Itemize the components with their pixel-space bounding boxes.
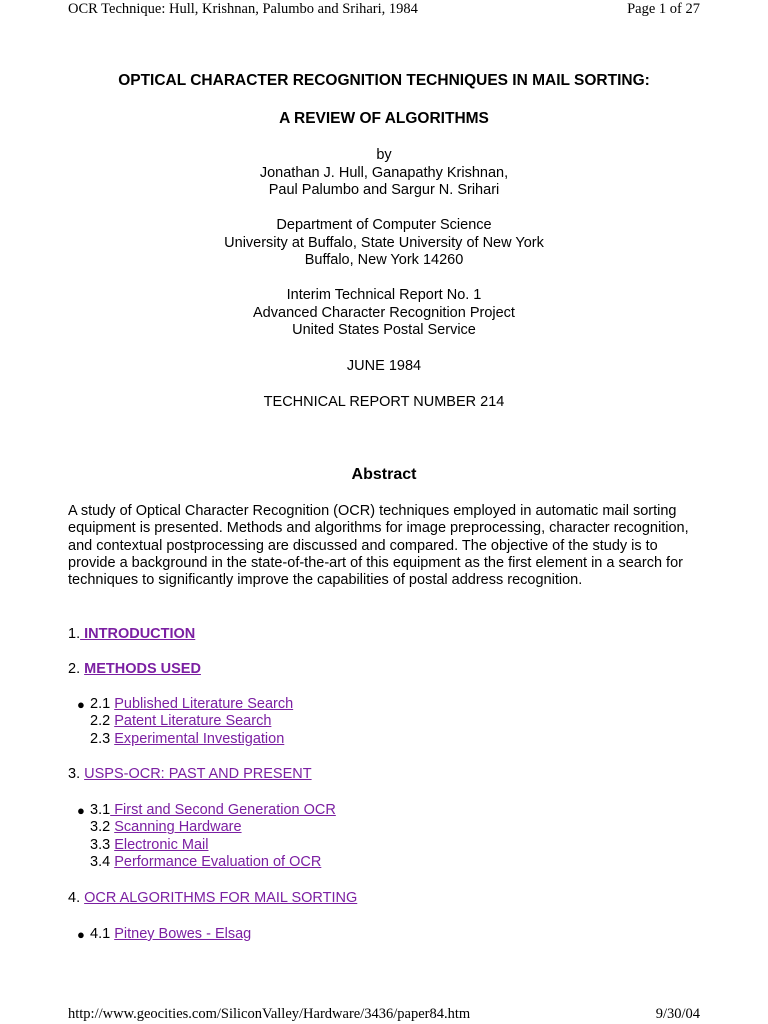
- abstract-text: A study of Optical Character Recognition (OCR) techniques employed in automatic mail sorting equipment is presented. Methods and algorithms for image preprocessing, character recognition, and contextual postprocessing are discussed and compared. The objective of the study is to provide a background in the state-of-the-art of this equipment as the first element in a search for techniques to significantly improve the capabilities of postal address recognition.: [68, 503, 689, 589]
- bullet-icon: ●: [77, 803, 85, 818]
- toc-link-published-literature-search[interactable]: Published Literature Search: [114, 696, 294, 712]
- toc-link-electronic-mail[interactable]: Electronic Mail: [114, 836, 209, 853]
- toc-num: 3.1: [90, 802, 111, 818]
- authors-line1: Jonathan J. Hull, Ganapathy Krishnan,: [259, 164, 509, 181]
- toc-num: 2.: [68, 661, 81, 677]
- paper-title-line1: OPTICAL CHARACTER RECOGNITION TECHNIQUES IN MAIL SORTING:: [118, 72, 650, 89]
- bullet-icon: ●: [77, 927, 85, 942]
- city: Buffalo, New York 14260: [304, 252, 464, 268]
- toc-num: 2.3: [90, 730, 111, 747]
- toc-num: 4.1: [90, 926, 111, 942]
- toc-link-patent-literature-search[interactable]: Patent Literature Search: [114, 713, 272, 730]
- toc-link-pitney-bowes-elsag[interactable]: Pitney Bowes - Elsag: [114, 926, 252, 942]
- bullet-icon: ●: [77, 697, 85, 712]
- toc-link-performance-evaluation[interactable]: Performance Evaluation of OCR: [114, 853, 322, 870]
- toc-num: 1.: [68, 626, 81, 642]
- toc-sublist-2: [77, 696, 294, 748]
- toc-num: 3.2: [90, 819, 111, 836]
- toc-link-usps-ocr[interactable]: USPS-OCR: PAST AND PRESENT: [84, 766, 312, 782]
- page-footer: [68, 1006, 700, 1023]
- report-info: [0, 287, 768, 340]
- toc-item-4: [68, 890, 708, 907]
- header-title: OCR Technique: Hull, Krishnan, Palumbo and Srihari, 1984: [68, 1, 418, 17]
- university: University at Buffalo, State University of New York: [224, 234, 544, 251]
- toc-link-methods-used[interactable]: METHODS USED: [84, 661, 201, 677]
- affiliation: [0, 217, 768, 270]
- report-interim: Interim Technical Report No. 1: [286, 287, 482, 303]
- toc-num: 3.3: [90, 836, 111, 853]
- byline: [0, 147, 768, 200]
- toc-sublist-4: [77, 926, 252, 943]
- header-page-number: Page 1 of 27: [627, 1, 700, 17]
- toc-sublist-3: [77, 802, 336, 871]
- toc-link-introduction[interactable]: INTRODUCTION: [80, 626, 196, 642]
- report-sponsor: United States Postal Service: [292, 322, 476, 338]
- toc-link-first-second-generation-ocr[interactable]: First and Second Generation OCR: [110, 802, 336, 818]
- toc-item-2: [68, 661, 708, 678]
- report-number: TECHNICAL REPORT NUMBER 214: [263, 394, 505, 410]
- footer-date: 9/30/04: [655, 1006, 700, 1022]
- abstract-heading: Abstract: [351, 466, 417, 483]
- report-project: Advanced Character Recognition Project: [253, 304, 515, 321]
- toc-num: 2.1: [90, 696, 111, 712]
- report-date: JUNE 1984: [346, 358, 422, 374]
- paper-title-line2: A REVIEW OF ALGORITHMS: [279, 110, 489, 127]
- authors-line2: Paul Palumbo and Sargur N. Srihari: [268, 182, 500, 198]
- toc-link-ocr-algorithms[interactable]: OCR ALGORITHMS FOR MAIL SORTING: [84, 890, 358, 906]
- toc-num: 3.: [68, 766, 81, 782]
- toc-num: 3.4: [90, 853, 111, 870]
- department: Department of Computer Science: [276, 217, 492, 233]
- footer-url: http://www.geocities.com/SiliconValley/Hardware/3436/paper84.htm: [68, 1006, 471, 1022]
- by-label: by: [376, 147, 392, 163]
- toc-link-experimental-investigation[interactable]: Experimental Investigation: [114, 730, 285, 747]
- page-header: [68, 1, 700, 18]
- toc-item-3: [68, 766, 708, 783]
- toc-link-scanning-hardware[interactable]: Scanning Hardware: [114, 819, 242, 836]
- toc-item-1: [68, 626, 708, 643]
- toc-num: 2.2: [90, 713, 111, 730]
- toc-num: 4.: [68, 890, 81, 906]
